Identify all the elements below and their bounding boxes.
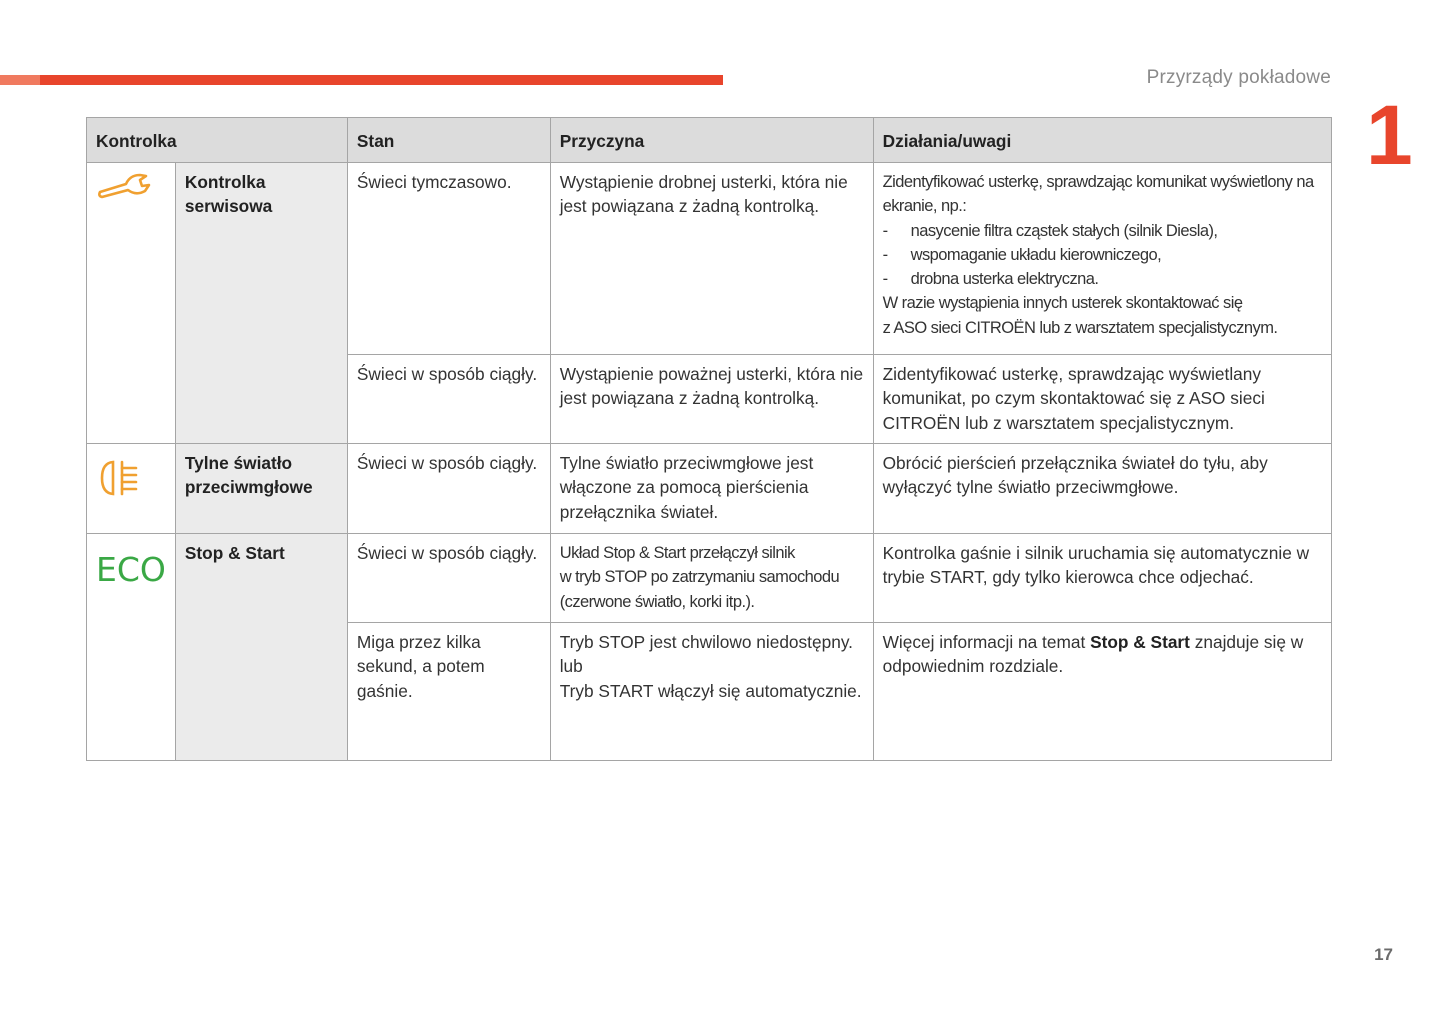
stan-cell: Świeci w sposób ciągły. <box>347 355 550 444</box>
eco-icon: ECO <box>96 550 166 589</box>
column-header-stan: Stan <box>347 118 550 163</box>
dzialania-outro-line: W razie wystąpienia innych usterek skontaktować się <box>882 294 1243 313</box>
chapter-number: 1 <box>1366 88 1413 182</box>
dzialania-cell <box>873 163 1331 355</box>
list-item: - nasycenie filtra cząstek stałych (silnik Diesla), <box>882 221 1218 240</box>
przyczyna-cell: Wystąpienie drobnej usterki, która nie jest powiązana z żadną kontrolką. <box>550 163 873 355</box>
header-accent-bar <box>0 75 723 85</box>
page-number: 17 <box>1374 945 1393 964</box>
stan-cell: Świeci tymczasowo. <box>347 163 550 355</box>
przyczyna-cell: Tylne światło przeciwmgłowe jest włączone za pomocą pierścienia przełącznika świateł. <box>550 444 873 534</box>
column-header-dzialania: Działania/uwagi <box>873 118 1331 163</box>
column-header-kontrolka: Kontrolka <box>87 118 348 163</box>
row-name-cell: Tylne światło przeciwmgłowe <box>175 444 347 534</box>
dzialania-cell: Zidentyfikować usterkę, sprawdzając wyświetlany komunikat, po czym skontaktować się z ASO sieci CITROËN lub z warsztatem specjalistycznym. <box>873 355 1331 444</box>
table-header-row <box>87 118 1332 163</box>
list-item: - drobna usterka elektryczna. <box>882 270 1099 289</box>
przyczyna-cell: Układ Stop & Start przełączył silnik w tryb STOP po zatrzymaniu samochodu (czerwone światło, korki itp.). <box>550 534 873 623</box>
dzialania-cell: Obrócić pierścień przełącznika świateł do tyłu, aby wyłączyć tylne światło przeciwmgłowe. <box>873 444 1331 534</box>
icon-cell <box>87 163 176 444</box>
przyczyna-cell: Wystąpienie poważnej usterki, która nie jest powiązana z żadną kontrolką. <box>550 355 873 444</box>
dzialania-intro: Zidentyfikować usterkę, sprawdzając komunikat wyświetlony na ekranie, np.: <box>882 173 1314 216</box>
dzialania-outro-line: z ASO sieci CITROËN lub z warsztatem specjalistycznym. <box>882 318 1278 337</box>
stan-cell: Świeci w sposób ciągły. <box>347 444 550 534</box>
warning-lights-table <box>86 117 1332 761</box>
stan-cell: Świeci w sposób ciągły. <box>347 534 550 623</box>
column-header-przyczyna: Przyczyna <box>550 118 873 163</box>
rear-fog-light-icon <box>96 458 142 498</box>
table-row <box>87 163 1332 355</box>
table-row <box>87 444 1332 534</box>
wrench-icon <box>96 170 152 200</box>
section-title: Przyrządy pokładowe <box>1146 67 1331 88</box>
przyczyna-cell: Tryb STOP jest chwilowo niedostępny. lub Tryb START włączył się automatycznie. <box>550 623 873 761</box>
dzialania-cell: Więcej informacji na temat Stop & Start znajduje się w odpowiednim rozdziale. <box>873 623 1331 761</box>
stop-start-reference: Stop & Start <box>1090 632 1190 652</box>
row-name-cell: Stop & Start <box>175 534 347 761</box>
list-item: - wspomaganie układu kierowniczego, <box>882 245 1162 264</box>
icon-cell <box>87 444 176 534</box>
icon-cell <box>87 534 176 761</box>
dzialania-cell: Kontrolka gaśnie i silnik uruchamia się automatycznie w trybie START, gdy tylko kierowca chce odjechać. <box>873 534 1331 623</box>
header-accent-bar-highlight <box>0 75 40 85</box>
stan-cell: Miga przez kilka sekund, a potem gaśnie. <box>347 623 550 761</box>
row-name-cell: Kontrolka serwisowa <box>175 163 347 444</box>
table-row <box>87 534 1332 623</box>
